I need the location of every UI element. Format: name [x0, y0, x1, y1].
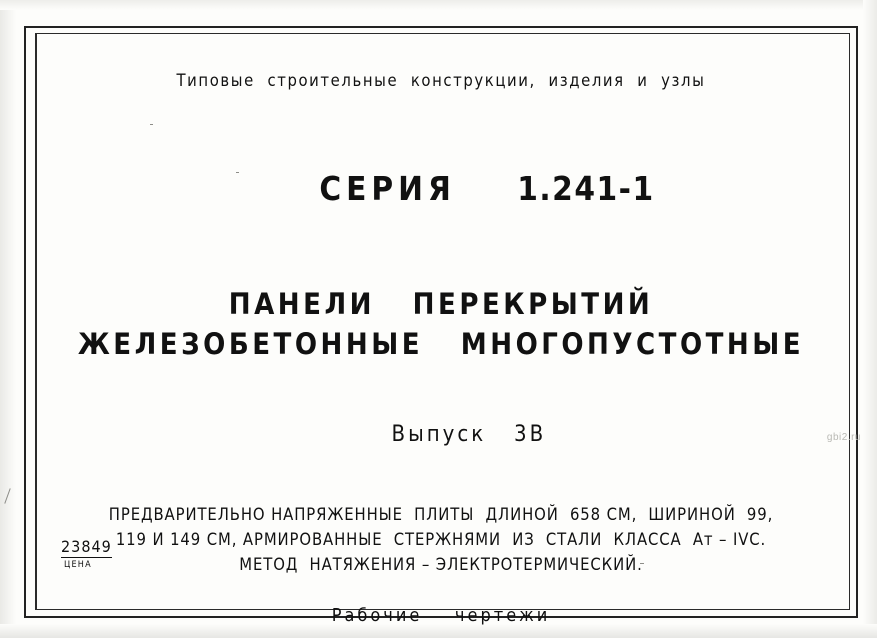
page-edge-shadow-bottom — [0, 624, 877, 638]
standard-series-subtitle: Типовые строительные конструкции, изделия и узлы — [176, 71, 706, 90]
issue-label: Выпуск — [391, 422, 487, 447]
scan-source-watermark: gbi2.ru — [826, 432, 861, 443]
issue-heading — [35, 397, 847, 472]
price-block — [61, 537, 112, 570]
page-edge-shadow-left — [0, 0, 16, 638]
price-label: ЦЕНА — [64, 560, 92, 570]
document-title-line-2: ЖЕЛЕЗОБЕТОННЫЕ МНОГОПУСТОТНЫЕ — [77, 327, 805, 361]
page-edge-shadow-top — [0, 0, 877, 10]
document-title-line-1: ПАНЕЛИ ПЕРЕКРЫТИЙ — [228, 287, 654, 321]
document-description — [35, 502, 847, 577]
description-line-1: ПРЕДВАРИТЕЛЬНО НАПРЯЖЕННЫЕ ПЛИТЫ ДЛИНОЙ 658 СМ, ШИРИНОЙ 99, — [108, 505, 774, 524]
page-edge-shadow-right — [863, 0, 877, 638]
description-line-2: 119 И 149 СМ, АРМИРОВАННЫЕ СТЕРЖНЯМИ ИЗ СТАЛИ КЛАССА Ат – IVС. — [115, 530, 767, 549]
series-label: СЕРИЯ — [319, 169, 456, 208]
working-drawings-label: Рабочие чертежи — [331, 605, 551, 626]
series-heading — [35, 130, 847, 247]
issue-number: 3В — [514, 422, 547, 447]
price-value: 23849 — [61, 537, 112, 556]
series-number: 1.241-1 — [517, 169, 655, 208]
description-line-3: МЕТОД НАТЯЖЕНИЯ – ЭЛЕКТРОТЕРМИЧЕСКИЙ. — [239, 555, 643, 574]
title-page-content — [35, 33, 847, 626]
